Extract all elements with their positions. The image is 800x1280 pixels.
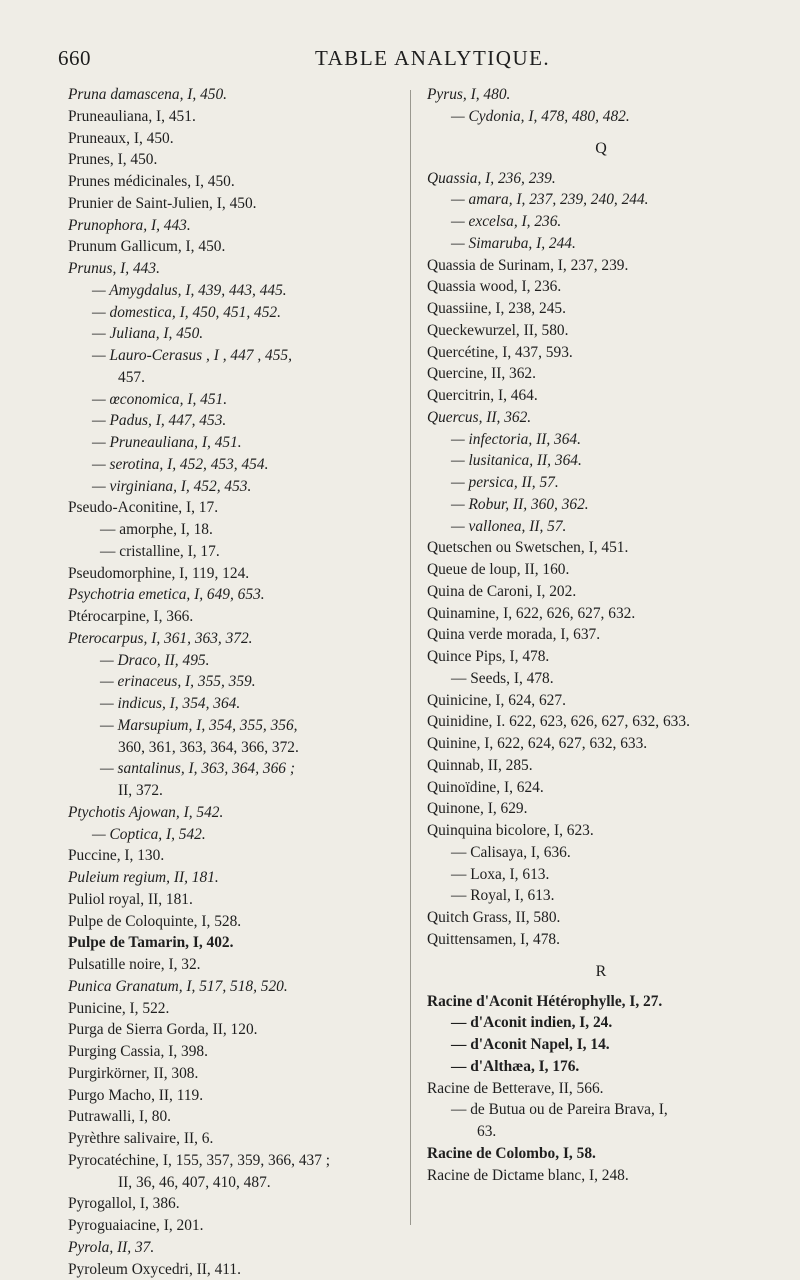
right-column-r-entries — [427, 991, 775, 1187]
index-entry: Purga de Sierra Gorda, II, 120. — [68, 1019, 403, 1041]
section-letter-q: Q — [427, 134, 775, 164]
index-entry: Quince Pips, I, 478. — [427, 646, 775, 668]
index-entry: — Seeds, I, 478. — [427, 668, 775, 690]
index-entry: — Cydonia, I, 478, 480, 482. — [427, 106, 775, 128]
index-entry: Purgirkörner, II, 308. — [68, 1063, 403, 1085]
index-entry: — Simaruba, I, 244. — [427, 233, 775, 255]
index-entry: Pulpe de Coloquinte, I, 528. — [68, 911, 403, 933]
column-divider — [410, 90, 411, 1225]
index-entry: — Pruneauliana, I, 451. — [68, 432, 403, 454]
index-entry: Ptérocarpine, I, 366. — [68, 606, 403, 628]
index-entry: — œconomica, I, 451. — [68, 389, 403, 411]
index-entry: Pyrocatéchine, I, 155, 357, 359, 366, 437 ; — [68, 1150, 403, 1172]
index-entry: Prunes médicinales, I, 450. — [68, 171, 403, 193]
index-entry: Purging Cassia, I, 398. — [68, 1041, 403, 1063]
index-entry: Pulpe de Tamarin, I, 402. — [68, 932, 403, 954]
index-entry: Quinoïdine, I, 624. — [427, 777, 775, 799]
index-entry: — persica, II, 57. — [427, 472, 775, 494]
index-entry: Queckewurzel, II, 580. — [427, 320, 775, 342]
index-entry: Quercétine, I, 437, 593. — [427, 342, 775, 364]
right-column-q-entries — [427, 168, 775, 951]
index-entry: Ptychotis Ajowan, I, 542. — [68, 802, 403, 824]
index-entry: Purgo Macho, II, 119. — [68, 1085, 403, 1107]
index-entry: — Marsupium, I, 354, 355, 356, — [68, 715, 403, 737]
index-entry: Quassia wood, I, 236. — [427, 276, 775, 298]
index-entry: Puleium regium, II, 181. — [68, 867, 403, 889]
index-entry: Puccine, I, 130. — [68, 845, 403, 867]
index-entry: Pseudo-Aconitine, I, 17. — [68, 497, 403, 519]
index-entry: Quinidine, I. 622, 623, 626, 627, 632, 633. — [427, 711, 775, 733]
index-entry: — Draco, II, 495. — [68, 650, 403, 672]
index-entry: Prunophora, I, 443. — [68, 215, 403, 237]
index-entry: Quassia de Surinam, I, 237, 239. — [427, 255, 775, 277]
index-entry: Punica Granatum, I, 517, 518, 520. — [68, 976, 403, 998]
index-entry: — Robur, II, 360, 362. — [427, 494, 775, 516]
index-entry: — Coptica, I, 542. — [68, 824, 403, 846]
index-entry: Quassia, I, 236, 239. — [427, 168, 775, 190]
index-entry: — lusitanica, II, 364. — [427, 450, 775, 472]
index-entry: Pyroleum Oxycedri, II, 411. — [68, 1259, 403, 1280]
index-entry: — Loxa, I, 613. — [427, 864, 775, 886]
index-entry: — erinaceus, I, 355, 359. — [68, 671, 403, 693]
index-entry: — domestica, I, 450, 451, 452. — [68, 302, 403, 324]
index-entry: Quinquina bicolore, I, 623. — [427, 820, 775, 842]
index-entry: Quitch Grass, II, 580. — [427, 907, 775, 929]
right-column-p-entries — [427, 84, 775, 128]
index-entry: II, 36, 46, 407, 410, 487. — [68, 1172, 403, 1194]
index-entry: Prunus, I, 443. — [68, 258, 403, 280]
index-entry: — cristalline, I, 17. — [68, 541, 403, 563]
left-column — [68, 84, 403, 1280]
index-entry: — d'Aconit Napel, I, 14. — [427, 1034, 775, 1056]
index-entry: — excelsa, I, 236. — [427, 211, 775, 233]
index-entry: Quercitrin, I, 464. — [427, 385, 775, 407]
index-entry: — santalinus, I, 363, 364, 366 ; — [68, 758, 403, 780]
index-entry: Pterocarpus, I, 361, 363, 372. — [68, 628, 403, 650]
index-entry: Racine de Colombo, I, 58. — [427, 1143, 775, 1165]
index-entry: Pyrèthre salivaire, II, 6. — [68, 1128, 403, 1150]
index-entry: — vallonea, II, 57. — [427, 516, 775, 538]
index-entry: — amorphe, I, 18. — [68, 519, 403, 541]
index-entry: Psychotria emetica, I, 649, 653. — [68, 584, 403, 606]
index-entry: II, 372. — [68, 780, 403, 802]
index-entry: — Padus, I, 447, 453. — [68, 410, 403, 432]
index-entry: Quercus, II, 362. — [427, 407, 775, 429]
index-entry: Pyrogallol, I, 386. — [68, 1193, 403, 1215]
index-entry: — Amygdalus, I, 439, 443, 445. — [68, 280, 403, 302]
index-entry: Quinamine, I, 622, 626, 627, 632. — [427, 603, 775, 625]
index-entry: — infectoria, II, 364. — [427, 429, 775, 451]
index-entry: — d'Aconit indien, I, 24. — [427, 1012, 775, 1034]
index-entry: Pyrus, I, 480. — [427, 84, 775, 106]
index-entry: Quina verde morada, I, 637. — [427, 624, 775, 646]
index-entry: Racine de Dictame blanc, I, 248. — [427, 1165, 775, 1187]
index-entry: — de Butua ou de Pareira Brava, I, — [427, 1099, 775, 1121]
index-entry: Quinine, I, 622, 624, 627, 632, 633. — [427, 733, 775, 755]
index-entry: — Calisaya, I, 636. — [427, 842, 775, 864]
index-entry: Quinnab, II, 285. — [427, 755, 775, 777]
index-entry: Putrawalli, I, 80. — [68, 1106, 403, 1128]
index-entry: — indicus, I, 354, 364. — [68, 693, 403, 715]
page-header — [0, 46, 800, 76]
index-entry: Pruneauliana, I, 451. — [68, 106, 403, 128]
index-entry: Queue de loup, II, 160. — [427, 559, 775, 581]
index-entry: Pyroguaiacine, I, 201. — [68, 1215, 403, 1237]
section-letter-r: R — [427, 957, 775, 987]
index-entry: Quina de Caroni, I, 202. — [427, 581, 775, 603]
index-entry: Puliol royal, II, 181. — [68, 889, 403, 911]
index-entry: Pruna damascena, I, 450. — [68, 84, 403, 106]
index-entry: Quassiine, I, 238, 245. — [427, 298, 775, 320]
index-entry: Punicine, I, 522. — [68, 998, 403, 1020]
index-entry: — amara, I, 237, 239, 240, 244. — [427, 189, 775, 211]
index-entry: Quinicine, I, 624, 627. — [427, 690, 775, 712]
index-entry: Prunier de Saint-Julien, I, 450. — [68, 193, 403, 215]
index-entry: — virginiana, I, 452, 453. — [68, 476, 403, 498]
index-entry: Quinone, I, 629. — [427, 798, 775, 820]
index-entry: Prunum Gallicum, I, 450. — [68, 236, 403, 258]
index-entry: 360, 361, 363, 364, 366, 372. — [68, 737, 403, 759]
page-number: 660 — [58, 46, 91, 71]
index-entry: 457. — [68, 367, 403, 389]
index-entry: — serotina, I, 452, 453, 454. — [68, 454, 403, 476]
index-entry: — Lauro-Cerasus , I , 447 , 455, — [68, 345, 403, 367]
index-entry: Pruneaux, I, 450. — [68, 128, 403, 150]
index-entry: 63. — [427, 1121, 775, 1143]
index-entry: — Royal, I, 613. — [427, 885, 775, 907]
index-entry: Pyrola, II, 37. — [68, 1237, 403, 1259]
index-entry: Quercine, II, 362. — [427, 363, 775, 385]
index-entry: Pseudomorphine, I, 119, 124. — [68, 563, 403, 585]
index-entry: Racine d'Aconit Hétérophylle, I, 27. — [427, 991, 775, 1013]
index-entry: — d'Althæa, I, 176. — [427, 1056, 775, 1078]
index-entry: — Juliana, I, 450. — [68, 323, 403, 345]
running-head: TABLE ANALYTIQUE. — [315, 46, 550, 71]
index-entry: Prunes, I, 450. — [68, 149, 403, 171]
index-entry: Quittensamen, I, 478. — [427, 929, 775, 951]
index-entry: Pulsatille noire, I, 32. — [68, 954, 403, 976]
index-entry: Racine de Betterave, II, 566. — [427, 1078, 775, 1100]
index-entry: Quetschen ou Swetschen, I, 451. — [427, 537, 775, 559]
right-column — [427, 84, 775, 1186]
